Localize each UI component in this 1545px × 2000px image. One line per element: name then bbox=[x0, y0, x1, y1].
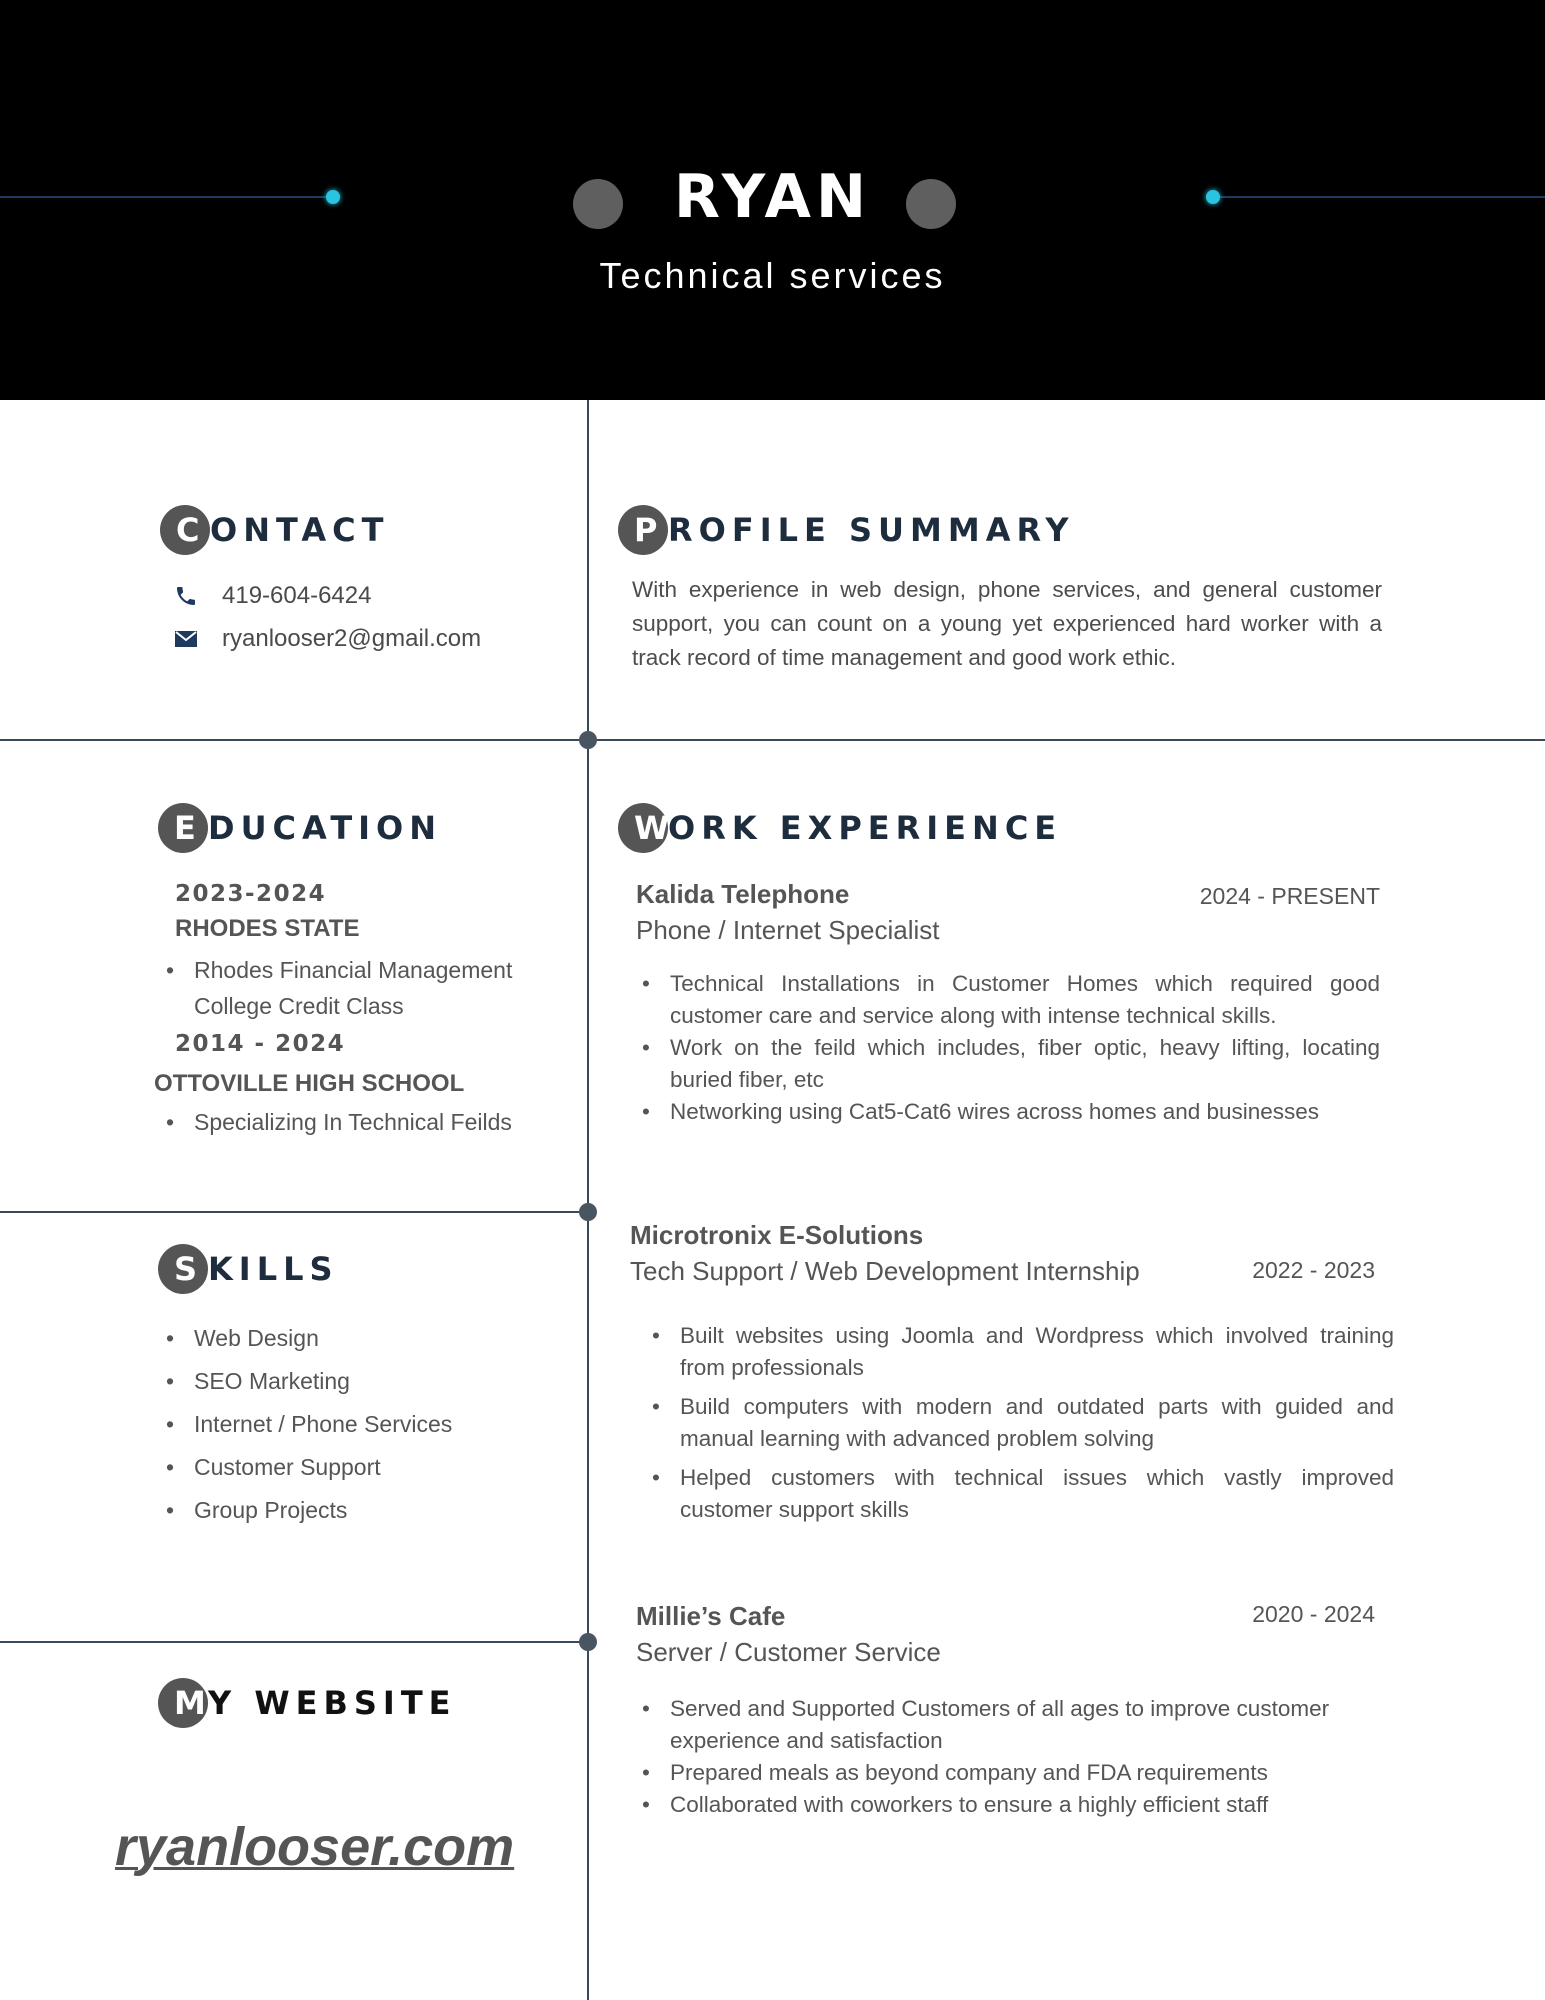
list-item: • Specializing In Technical Feilds bbox=[166, 1104, 566, 1140]
job-dates: 2020 - 2024 bbox=[1252, 1601, 1375, 1627]
list-item: • Collaborated with coworkers to ensure a highly efficient staff bbox=[642, 1789, 1402, 1821]
list-item: • Prepared meals as beyond company and FDA requirements bbox=[642, 1757, 1402, 1789]
envelope-icon bbox=[172, 625, 200, 653]
list-item: • Customer Support bbox=[166, 1446, 566, 1489]
phone-number: 419-604-6424 bbox=[222, 582, 372, 609]
education-items bbox=[166, 952, 546, 1024]
divider-line-1 bbox=[0, 739, 1545, 741]
job-dates: 2024 - PRESENT bbox=[1199, 883, 1380, 909]
job-dates: 2022 - 2023 bbox=[1252, 1257, 1375, 1283]
heading-initial: W bbox=[634, 809, 670, 847]
heading-initial: E bbox=[174, 809, 196, 847]
heading-text: KILLS bbox=[208, 1250, 339, 1288]
list-item: • Networking using Cat5-Cat6 wires across homes and businesses bbox=[642, 1096, 1380, 1128]
heading-initial: P bbox=[634, 511, 658, 549]
list-item: • Technical Installations in Customer Homes which required good customer care and service along with intense technical skills. bbox=[642, 968, 1380, 1032]
heading-text: Y WEBSITE bbox=[208, 1684, 457, 1722]
job-duties bbox=[642, 1693, 1402, 1821]
vertical-divider bbox=[587, 400, 589, 2000]
heading-text: DUCATION bbox=[208, 809, 443, 847]
resume-header bbox=[0, 0, 1545, 400]
profile-summary-text: With experience in web design, phone services, and general customer support, you can count on a young yet experienced hard worker with a track record of time management and good work ethic. bbox=[632, 577, 1382, 670]
divider-line-3 bbox=[0, 1641, 588, 1643]
list-item: • Built websites using Joomla and Wordpress which involved training from professionals bbox=[652, 1320, 1394, 1384]
job-company: Microtronix E-Solutions bbox=[630, 1220, 924, 1250]
heading-initial: M bbox=[174, 1684, 206, 1722]
job-role: Phone / Internet Specialist bbox=[636, 915, 940, 945]
job-company: Kalida Telephone bbox=[636, 879, 850, 909]
heading-text: ORK EXPERIENCE bbox=[668, 809, 1063, 847]
education-items bbox=[166, 1104, 566, 1140]
resume-name: RYAN bbox=[673, 162, 872, 232]
contact-phone bbox=[172, 581, 371, 611]
divider-node-2 bbox=[579, 1203, 597, 1221]
education-school: OTTOVILLE HIGH SCHOOL bbox=[154, 1070, 465, 1097]
phone-icon bbox=[172, 582, 200, 610]
list-item: • Helped customers with technical issues which vastly improved customer support skills bbox=[652, 1462, 1394, 1526]
education-years: 2014 - 2024 bbox=[175, 1031, 346, 1057]
list-item: • Web Design bbox=[166, 1317, 566, 1360]
job-company: Millie’s Cafe bbox=[636, 1601, 786, 1631]
heading-initial: S bbox=[174, 1250, 198, 1288]
job-role: Server / Customer Service bbox=[636, 1637, 941, 1667]
list-item: • Internet / Phone Services bbox=[166, 1403, 566, 1446]
list-item: • Rhodes Financial Management College Credit Class bbox=[166, 952, 546, 1024]
heading-initial: C bbox=[176, 511, 200, 549]
job-duties bbox=[652, 1320, 1394, 1526]
education-years: 2023-2024 bbox=[175, 881, 327, 907]
education-school: RHODES STATE bbox=[175, 915, 360, 942]
list-item: • SEO Marketing bbox=[166, 1360, 566, 1403]
heading-text: ONTACT bbox=[210, 511, 390, 549]
heading-text: ROFILE SUMMARY bbox=[668, 511, 1075, 549]
list-item: • Work on the feild which includes, fiber optic, heavy lifting, locating buried fiber, etc bbox=[642, 1032, 1380, 1096]
list-item: • Group Projects bbox=[166, 1489, 566, 1532]
email-address[interactable]: ryanlooser2@gmail.com bbox=[222, 625, 482, 652]
contact-email bbox=[172, 624, 481, 654]
resume-title: Technical services bbox=[599, 255, 946, 296]
job-duties bbox=[642, 968, 1380, 1128]
divider-node-1 bbox=[579, 731, 597, 749]
divider-node-3 bbox=[579, 1633, 597, 1651]
skills-list bbox=[166, 1317, 566, 1532]
job-role: Tech Support / Web Development Internship bbox=[630, 1256, 1140, 1286]
list-item: • Served and Supported Customers of all ages to improve customer experience and satisfaction bbox=[642, 1693, 1402, 1757]
list-item: • Build computers with modern and outdated parts with guided and manual learning with advanced problem solving bbox=[652, 1391, 1394, 1455]
website-link[interactable]: ryanlooser.com bbox=[115, 1817, 515, 1877]
divider-line-2 bbox=[0, 1211, 588, 1213]
